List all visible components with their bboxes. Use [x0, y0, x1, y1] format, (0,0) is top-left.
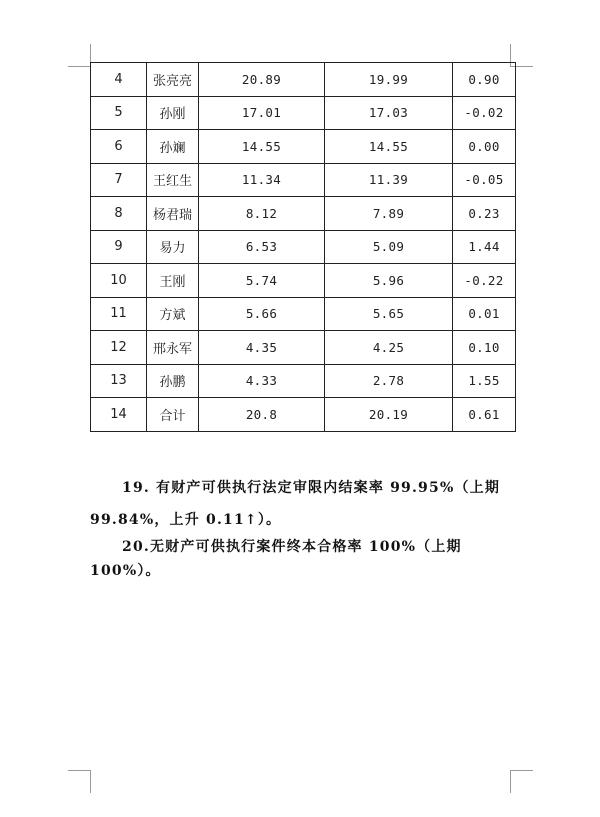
table-row	[91, 264, 516, 298]
cell-previous-value: 5.09	[325, 230, 453, 264]
table-row	[91, 297, 516, 331]
cell-index: 7	[91, 163, 147, 197]
statistics-table-body	[91, 63, 516, 432]
cell-name: 易力	[147, 230, 199, 264]
cell-previous-value: 2.78	[325, 364, 453, 398]
cell-index: 10	[91, 264, 147, 298]
cell-previous-value: 14.55	[325, 130, 453, 164]
cell-previous-value: 7.89	[325, 197, 453, 231]
cell-previous-value: 5.96	[325, 264, 453, 298]
cell-change-value: -0.05	[453, 163, 516, 197]
page-corner-mark-bottom-right	[510, 770, 533, 793]
table-row	[91, 398, 516, 432]
cell-index: 6	[91, 130, 147, 164]
cell-change-value: -0.02	[453, 96, 516, 130]
table-row	[91, 130, 516, 164]
cell-change-value: 1.55	[453, 364, 516, 398]
cell-previous-value: 5.65	[325, 297, 453, 331]
cell-current-value: 20.8	[199, 398, 325, 432]
cell-name: 张亮亮	[147, 63, 199, 97]
cell-change-value: 0.10	[453, 331, 516, 365]
paragraph-item-19: 19. 有财产可供执行法定审限内结案率 99.95%（上期 99.84%，上升 0.11↑）。	[90, 480, 501, 528]
table-row	[91, 331, 516, 365]
cell-previous-value: 19.99	[325, 63, 453, 97]
cell-name: 孙斓	[147, 130, 199, 164]
cell-current-value: 6.53	[199, 230, 325, 264]
statistics-table	[90, 62, 516, 432]
cell-index: 8	[91, 197, 147, 231]
cell-name: 王红生	[147, 163, 199, 197]
cell-previous-value: 11.39	[325, 163, 453, 197]
cell-change-value: -0.22	[453, 264, 516, 298]
cell-current-value: 8.12	[199, 197, 325, 231]
cell-current-value: 11.34	[199, 163, 325, 197]
cell-current-value: 17.01	[199, 96, 325, 130]
cell-name: 孙刚	[147, 96, 199, 130]
cell-name: 方斌	[147, 297, 199, 331]
cell-change-value: 0.61	[453, 398, 516, 432]
cell-index: 9	[91, 230, 147, 264]
cell-change-value: 0.23	[453, 197, 516, 231]
cell-name: 孙鹏	[147, 364, 199, 398]
cell-change-value: 0.01	[453, 297, 516, 331]
cell-index: 12	[91, 331, 147, 365]
cell-current-value: 14.55	[199, 130, 325, 164]
cell-index: 13	[91, 364, 147, 398]
table-row	[91, 364, 516, 398]
table-row	[91, 197, 516, 231]
cell-name: 合计	[147, 398, 199, 432]
cell-index: 4	[91, 63, 147, 97]
cell-current-value: 4.35	[199, 331, 325, 365]
cell-name: 杨君瑞	[147, 197, 199, 231]
cell-name: 王刚	[147, 264, 199, 298]
cell-previous-value: 17.03	[325, 96, 453, 130]
cell-current-value: 5.66	[199, 297, 325, 331]
cell-index: 5	[91, 96, 147, 130]
cell-index: 11	[91, 297, 147, 331]
paragraph-item-20: 20.无财产可供执行案件终本合格率 100%（上期 100%）。	[90, 539, 462, 579]
cell-index: 14	[91, 398, 147, 432]
page-corner-mark-bottom-left	[68, 770, 91, 793]
cell-name: 邢永军	[147, 331, 199, 365]
table-row	[91, 230, 516, 264]
cell-change-value: 0.90	[453, 63, 516, 97]
cell-previous-value: 4.25	[325, 331, 453, 365]
page-corner-mark-top-left	[68, 44, 91, 67]
table-row	[91, 96, 516, 130]
table-row	[91, 63, 516, 97]
cell-current-value: 4.33	[199, 364, 325, 398]
table-row	[91, 163, 516, 197]
cell-previous-value: 20.19	[325, 398, 453, 432]
cell-current-value: 20.89	[199, 63, 325, 97]
cell-change-value: 0.00	[453, 130, 516, 164]
cell-change-value: 1.44	[453, 230, 516, 264]
cell-current-value: 5.74	[199, 264, 325, 298]
